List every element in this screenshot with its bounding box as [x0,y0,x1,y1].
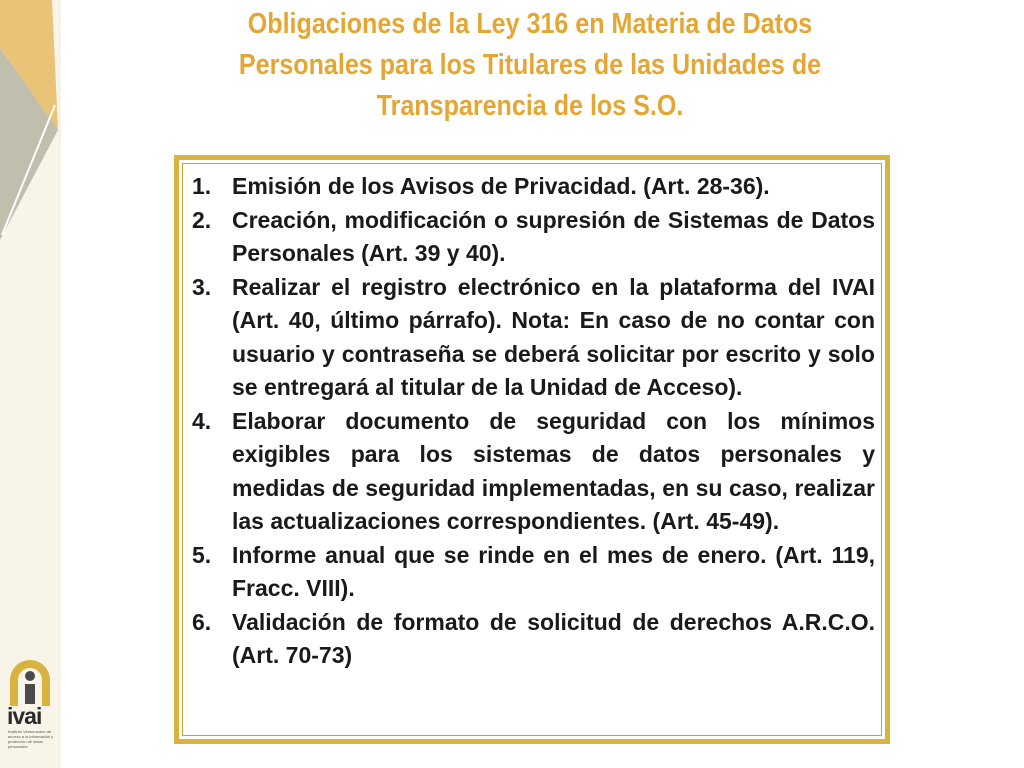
obligation-item [192,539,875,606]
side-decoration [0,0,62,768]
ivai-logo [4,658,60,750]
obligation-item [192,405,875,539]
obligation-number: 1. [192,173,212,199]
obligations-box [174,155,890,744]
obligation-number: 4. [192,407,212,434]
obligation-number: 6. [192,608,212,635]
obligation-item [192,271,875,405]
obligation-number: 5. [192,541,212,568]
obligation-text: Creación, modificación o supresión de Sistemas de Datos Personales (Art. 39 y 40). [232,206,875,266]
obligations-list [192,170,875,673]
ivai-logo-mark-icon [4,658,56,706]
obligation-text: Informe anual que se rinde en el mes de enero. (Art. 119, Fracc. VIII). [232,541,875,601]
obligation-text: Elaborar documento de seguridad con los mínimos exigibles para los sistemas de datos personales y medidas de seguridad implementadas, en su caso, realizar las actualizaciones correspondientes. (Art. 45-49). [232,407,875,534]
ivai-caption: Instituto Veracruzano de acceso a la información y protección de datos personales [8,729,54,749]
obligation-text: Emisión de los Avisos de Privacidad. (Art. 28-36). [232,173,770,199]
slide-title: Obligaciones de la Ley 316 en Materia de Datos Personales para los Titulares de las Unidades de Transparencia de los S.O. [238,8,822,122]
obligation-item [192,606,875,673]
obligation-text: Realizar el registro electrónico en la plataforma del IVAI (Art. 40, último párrafo). Nota: En caso de no contar con usuario y contraseña se deberá solicitar por escrito y solo se entregará al titular de la Unidad de Acceso). [232,273,875,400]
obligation-text: Validación de formato de solicitud de derechos A.R.C.O. (Art. 70-73) [232,608,875,668]
obligation-item [192,170,875,204]
obligation-number: 3. [192,273,212,300]
obligation-item [192,204,875,271]
ivai-wordmark: ivai [7,703,42,729]
obligation-number: 2. [192,206,212,233]
